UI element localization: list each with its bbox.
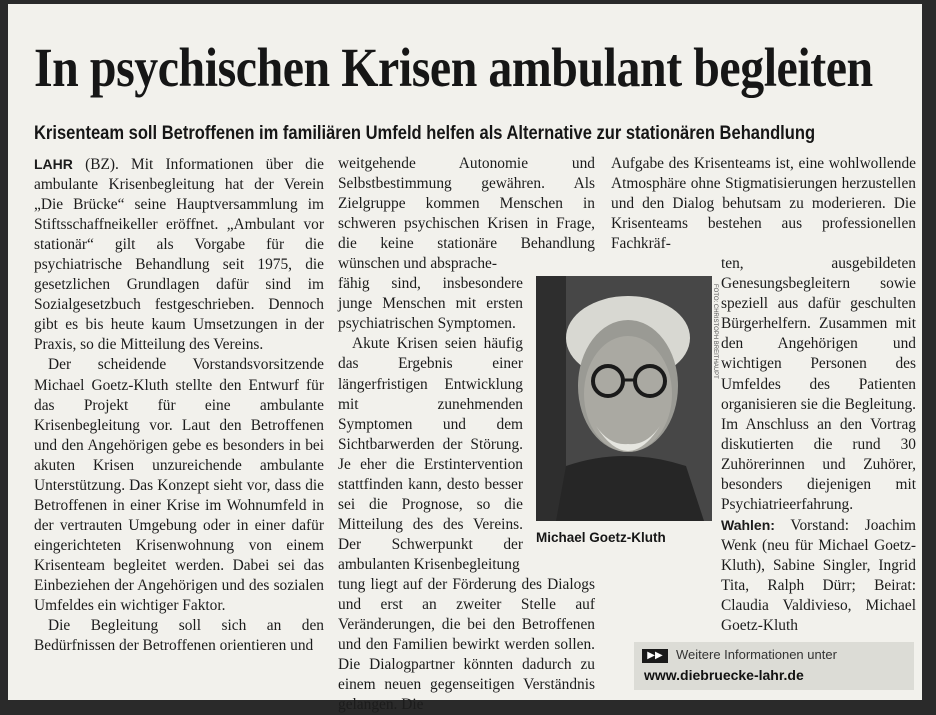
dateline: LAHR	[34, 156, 73, 172]
wahlen-text: Vorstand: Joachim Wenk (neu für Michael Goetz-Kluth), Sabine Singler, Ingrid Tita, Ralph Dürr; Beirat: Claudia Valdivieso, Michael Goetz-Kluth	[721, 516, 916, 635]
newspaper-clipping	[8, 4, 922, 714]
info-box	[634, 642, 914, 690]
paragraph: fähig sind, insbesondere junge Menschen mit ersten psychiatrischen Symptomen.	[338, 275, 523, 333]
double-arrow-icon: ▶▶	[642, 649, 668, 663]
paragraph: Akute Krisen seien häufig das Ergebnis einer längerfristigen Entwicklung mit zunehmenden Symptomen und dem Sichtbarwerden der Störung. Je eher die Erstintervention stattfinden kann, desto besser sei die Prognose, so die Mitteilung des des Vereins. Der Schwerpunkt der ambulanten Krisenbegleitung	[338, 335, 523, 573]
info-label: Weitere Informationen unter	[676, 647, 837, 662]
previous-article-bleed	[128, 0, 918, 8]
portrait-image	[536, 276, 712, 521]
column-1	[34, 154, 324, 656]
photo-credit: FOTO: CHRISTOPH BREITHAUPT	[712, 284, 718, 379]
subheadline: Krisenteam soll Betroffenen im familiären Umfeld helfen als Alternative zur stationären Behandlung	[34, 123, 816, 144]
paragraph	[721, 515, 916, 636]
paragraph	[34, 154, 324, 355]
paragraph: weitgehende Autonomie und Selbstbestimmung gewähren. Als Zielgruppe kommen Menschen in schweren psychischen Krisen in Frage, die keine stationäre Behandlung wünschen und absprache-	[338, 155, 595, 273]
headline: In psychischen Krisen ambulant begleiten	[34, 37, 873, 98]
photo-caption: Michael Goetz-Kluth	[536, 530, 666, 545]
wahlen-label: Wahlen:	[721, 516, 775, 533]
paragraph: tung liegt auf der Förderung des Dialogs und erst an zweiter Stelle auf Veränderungen, die bei den Betroffenen und den Familien bewirkt werden sollen. Die Dialogpartner könnten dadurch zu einem neuen gegenseitigen Verständnis gelangen. Die	[338, 575, 595, 714]
website-link[interactable]: www.diebruecke-lahr.de	[644, 667, 804, 683]
paragraph: Aufgabe des Krisenteams ist, eine wohlwollende Atmosphäre ohne Stigmatisierungen herzustellen und den Dialog behutsam zu moderieren. Die Krisenteams bestehen aus professionellen Fachkräf-	[611, 155, 916, 253]
paragraph-text: (BZ). Mit Informationen über die ambulante Krisenbegleitung hat der Verein „Die Brücke“ seine Hauptversammlung im Stiftsschaffneikeller eröffnet. „Ambulant vor stationär“ gilt als Vorgabe für die psychiatrische Behandlung seit 1975, die gesetzlichen Grundlagen dafür sind im Sozialgesetzbuch festgeschrieben. Dennoch gibt es bis heute kaum Umsetzungen in der Praxis, so die Mitteilung des Vereins.	[34, 156, 324, 354]
paragraph: Der scheidende Vorstandsvorsitzende Michael Goetz-Kluth stellte den Entwurf für das Projekt für eine ambulante Krisenbegleitung vor. Laut den Betroffenen und den Angehörigen gebe es besonders in bei akuten Krisen unzureichende ambulante Unterstützung. Das Konzept sieht vor, dass die Betroffenen in einer Krise im Wohnumfeld in der vertrauten Umgebung oder in einer dafür eingerichteten Krisenwohnung von einem Krisenteam begleitet werden. Dabei sei das Einbeziehen der Angehörigen und des sozialen Umfeldes ein wichtiger Faktor.	[34, 356, 324, 615]
portrait-photo	[536, 276, 712, 521]
paragraph: Die Begleitung soll sich an den Bedürfnissen der Betroffenen orientieren und	[34, 617, 324, 655]
paragraph: ten, ausgebildeten Genesungsbegleitern sowie speziell aus dafür geschulten Bürgerhelfern. Zusammen mit den Angehörigen und wichtigen Personen des Umfeldes des Patienten organisieren sie die Begleitung. Im Anschluss an den Vortrag diskutierten die rund 30 Zuhörerinnen und Zuhörer, besonders diejenigen mit Psychiatrieerfahrung.	[721, 255, 916, 513]
